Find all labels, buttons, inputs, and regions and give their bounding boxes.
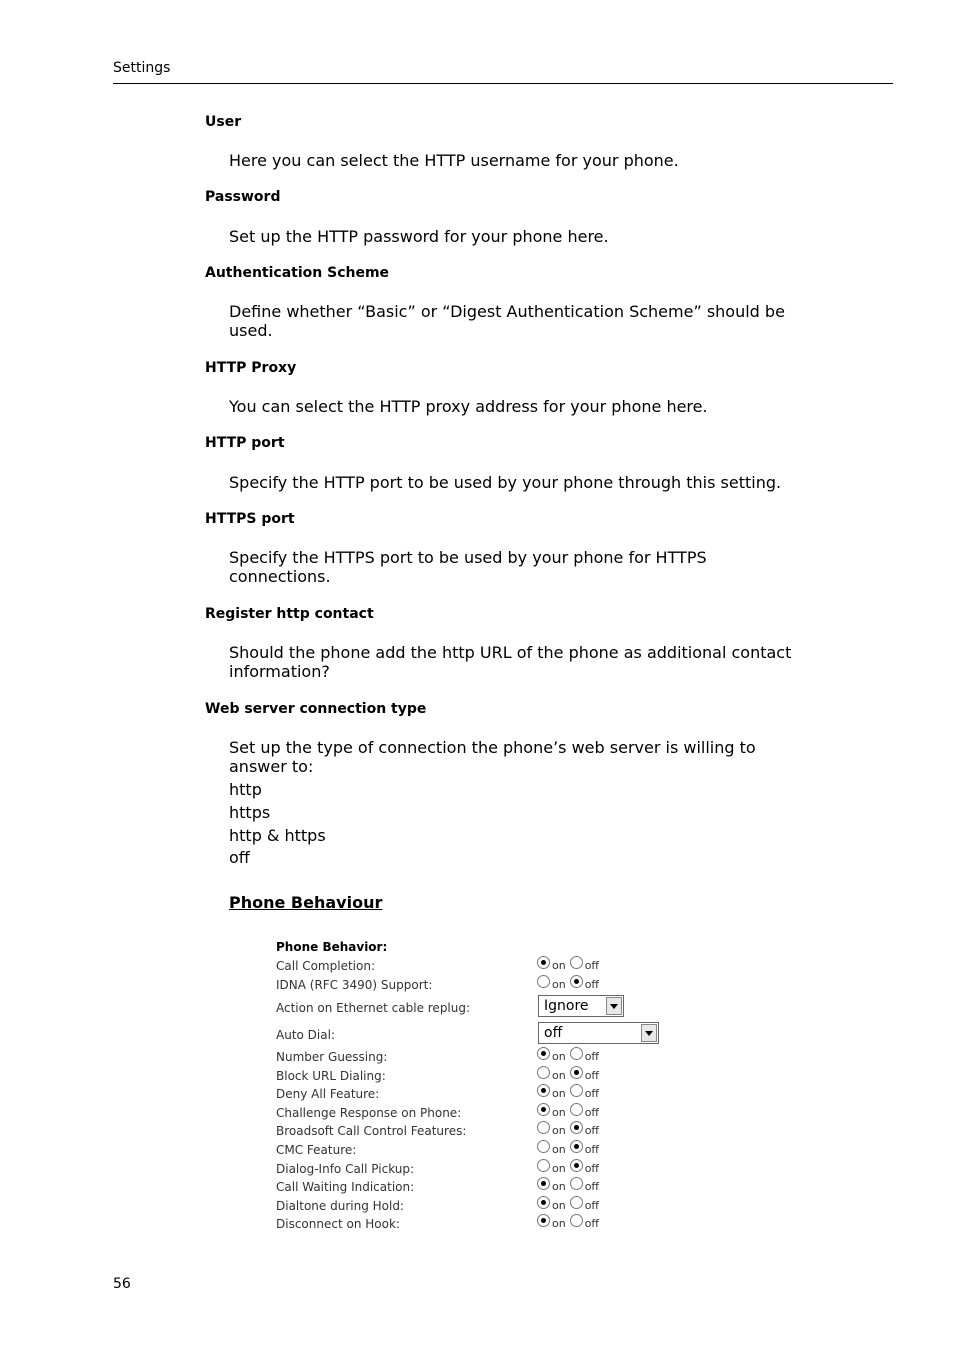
setting-row — [276, 1069, 666, 1087]
on-off-radio-group — [537, 975, 603, 991]
setting-row — [276, 1087, 666, 1105]
heading-password: Password — [205, 189, 281, 205]
text-auth-scheme: Define whether “Basic” or “Digest Authentication Scheme” should be used. — [229, 302, 785, 340]
radio-on[interactable] — [537, 1066, 550, 1079]
radio-off[interactable] — [570, 1214, 583, 1227]
radio-on-label: on — [552, 1162, 566, 1175]
radio-off-label: off — [584, 1050, 600, 1063]
radio-on-label: on — [552, 1180, 566, 1193]
setting-row — [276, 1050, 666, 1068]
setting-row — [276, 1217, 666, 1235]
option-https: https — [229, 803, 271, 822]
text-https-port: Specify the HTTPS port to be used by your phone for HTTPS connections. — [229, 548, 707, 586]
text-http-proxy: You can select the HTTP proxy address for your phone here. — [229, 397, 708, 416]
radio-off[interactable] — [570, 1047, 583, 1060]
radio-off[interactable] — [570, 1196, 583, 1209]
on-off-radio-group — [537, 1121, 603, 1137]
radio-on[interactable] — [537, 1084, 550, 1097]
heading-register-http-contact: Register http contact — [205, 606, 374, 622]
setting-label: Call Waiting Indication: — [276, 1180, 415, 1194]
radio-off-label: off — [584, 1143, 600, 1156]
radio-on-label: on — [552, 1217, 566, 1230]
on-off-radio-group — [537, 1196, 603, 1212]
radio-on[interactable] — [537, 1214, 550, 1227]
setting-label: Broadsoft Call Control Features: — [276, 1124, 467, 1138]
radio-off[interactable] — [570, 1103, 583, 1116]
phone-behaviour-title: Phone Behaviour — [229, 893, 383, 912]
text-password: Set up the HTTP password for your phone here. — [229, 227, 609, 246]
radio-on-label: on — [552, 1050, 566, 1063]
on-off-radio-group — [537, 1177, 603, 1193]
radio-on[interactable] — [537, 1177, 550, 1190]
radio-off[interactable] — [570, 975, 583, 988]
radio-off[interactable] — [570, 1084, 583, 1097]
on-off-radio-group — [537, 956, 603, 972]
setting-row — [276, 1180, 666, 1198]
radio-on[interactable] — [537, 975, 550, 988]
setting-row — [276, 1143, 666, 1161]
on-off-radio-group — [537, 1047, 603, 1063]
dropdown-select[interactable] — [538, 1022, 659, 1044]
text-web-server-connection-type: Set up the type of connection the phone’s web server is willing to answer to: — [229, 738, 756, 776]
on-off-radio-group — [537, 1066, 603, 1082]
radio-on-label: on — [552, 1106, 566, 1119]
radio-off-label: off — [584, 978, 600, 991]
setting-label: Auto Dial: — [276, 1028, 335, 1042]
radio-off-label: off — [584, 1180, 600, 1193]
setting-label: Dialog-Info Call Pickup: — [276, 1162, 415, 1176]
setting-row — [276, 1106, 666, 1124]
radio-on[interactable] — [537, 1140, 550, 1153]
on-off-radio-group — [537, 1103, 603, 1119]
setting-label: Dialtone during Hold: — [276, 1199, 404, 1213]
heading-web-server-connection-type: Web server connection type — [205, 701, 427, 717]
dropdown-select[interactable] — [538, 995, 624, 1017]
setting-row — [276, 1025, 666, 1046]
radio-on[interactable] — [537, 1047, 550, 1060]
heading-http-proxy: HTTP Proxy — [205, 360, 297, 376]
radio-on-label: on — [552, 959, 566, 972]
setting-row — [276, 1162, 666, 1180]
running-header: Settings — [113, 60, 171, 76]
radio-off-label: off — [584, 1106, 600, 1119]
radio-off[interactable] — [570, 956, 583, 969]
radio-on[interactable] — [537, 1159, 550, 1172]
setting-label: Deny All Feature: — [276, 1087, 380, 1101]
setting-label: CMC Feature: — [276, 1143, 357, 1157]
radio-off[interactable] — [570, 1159, 583, 1172]
on-off-radio-group — [537, 1084, 603, 1100]
radio-off-label: off — [584, 1069, 600, 1082]
radio-off[interactable] — [570, 1066, 583, 1079]
radio-off-label: off — [584, 1199, 600, 1212]
heading-user: User — [205, 114, 242, 130]
radio-on-label: on — [552, 1199, 566, 1212]
setting-row — [276, 1124, 666, 1142]
heading-http-port: HTTP port — [205, 435, 285, 451]
option-http-https: http & https — [229, 826, 326, 845]
radio-on-label: on — [552, 1124, 566, 1137]
radio-on[interactable] — [537, 1103, 550, 1116]
setting-label: Challenge Response on Phone: — [276, 1106, 462, 1120]
setting-row — [276, 1199, 666, 1217]
dropdown-value: off — [544, 1025, 563, 1041]
radio-on-label: on — [552, 1143, 566, 1156]
radio-off-label: off — [584, 1087, 600, 1100]
setting-row — [276, 959, 666, 977]
heading-https-port: HTTPS port — [205, 511, 295, 527]
setting-label: Number Guessing: — [276, 1050, 388, 1064]
radio-on-label: on — [552, 1087, 566, 1100]
text-user: Here you can select the HTTP username for your phone. — [229, 151, 679, 170]
radio-off[interactable] — [570, 1140, 583, 1153]
option-http: http — [229, 780, 262, 799]
setting-row — [276, 998, 666, 1019]
radio-off-label: off — [584, 1217, 600, 1230]
on-off-radio-group — [537, 1140, 603, 1156]
dropdown-value: Ignore — [544, 998, 589, 1014]
on-off-radio-group — [537, 1159, 603, 1175]
heading-auth-scheme: Authentication Scheme — [205, 265, 390, 281]
radio-off-label: off — [584, 1162, 600, 1175]
radio-off[interactable] — [570, 1177, 583, 1190]
radio-on[interactable] — [537, 956, 550, 969]
header-rule — [113, 83, 893, 84]
chevron-down-icon[interactable] — [606, 997, 622, 1015]
page-number: 56 — [113, 1276, 131, 1292]
setting-label: Action on Ethernet cable replug: — [276, 1001, 471, 1015]
radio-on-label: on — [552, 1069, 566, 1082]
setting-label: Call Completion: — [276, 959, 375, 973]
setting-row — [276, 978, 666, 996]
chevron-down-icon[interactable] — [641, 1024, 657, 1042]
setting-label: Disconnect on Hook: — [276, 1217, 400, 1231]
radio-off-label: off — [584, 959, 600, 972]
radio-on[interactable] — [537, 1196, 550, 1209]
radio-on[interactable] — [537, 1121, 550, 1134]
phone-behavior-screenshot — [270, 938, 670, 1238]
radio-on-label: on — [552, 978, 566, 991]
text-http-port: Specify the HTTP port to be used by your phone through this setting. — [229, 473, 782, 492]
panel-title: Phone Behavior: — [276, 940, 388, 954]
setting-label: Block URL Dialing: — [276, 1069, 386, 1083]
on-off-radio-group — [537, 1214, 603, 1230]
radio-off[interactable] — [570, 1121, 583, 1134]
radio-off-label: off — [584, 1124, 600, 1137]
text-register-http-contact: Should the phone add the http URL of the phone as additional contact information? — [229, 643, 792, 681]
option-off: off — [229, 848, 250, 867]
setting-label: IDNA (RFC 3490) Support: — [276, 978, 433, 992]
